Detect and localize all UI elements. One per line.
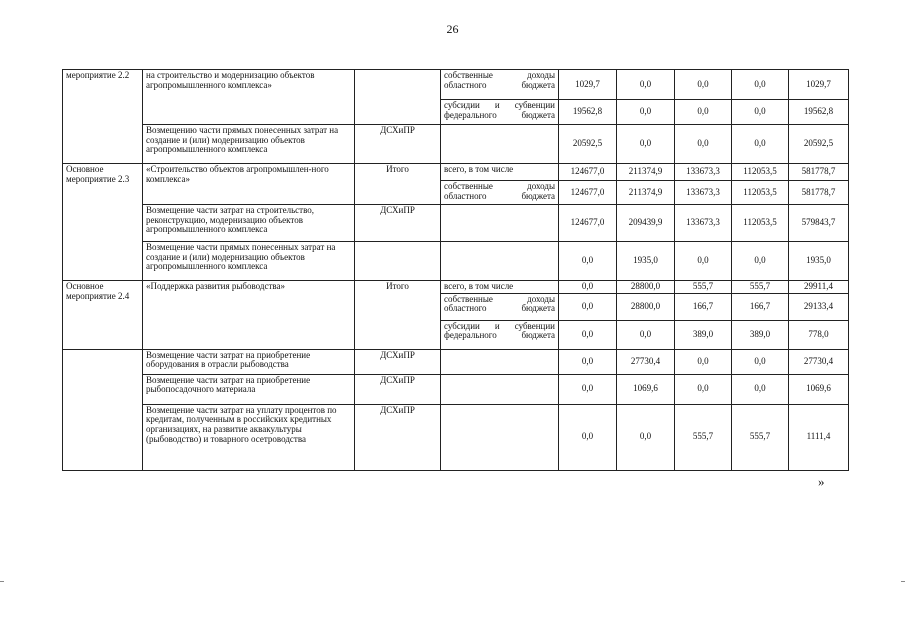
value-cell: 0,0: [559, 281, 617, 294]
value-cell: 0,0: [617, 100, 675, 125]
value-cell: 555,7: [675, 404, 732, 470]
value-cell: 19562,8: [559, 100, 617, 125]
value-cell: 0,0: [732, 242, 789, 281]
measure-title-cell: на строительство и модернизацию объектов агропромышленного комплекса»: [143, 70, 355, 125]
value-cell: 1069,6: [617, 374, 675, 404]
table-row: [63, 125, 849, 164]
funding-source-cell: [441, 404, 559, 470]
value-total-cell: 1029,7: [789, 70, 849, 100]
value-cell: 209439,9: [617, 205, 675, 242]
value-cell: 0,0: [732, 70, 789, 100]
value-cell: 0,0: [617, 404, 675, 470]
table-row: [63, 205, 849, 242]
value-total-cell: 778,0: [789, 320, 849, 349]
executor-cell: Итого: [355, 164, 441, 205]
value-cell: 112053,5: [732, 181, 789, 205]
value-cell: 124677,0: [559, 205, 617, 242]
value-cell: 389,0: [732, 320, 789, 349]
value-cell: 133673,3: [675, 164, 732, 181]
executor-cell: Итого: [355, 281, 441, 350]
funding-source-cell: всего, в том числе: [441, 281, 559, 294]
value-cell: 0,0: [559, 404, 617, 470]
executor-cell: ДСХиПР: [355, 205, 441, 242]
table-row: [63, 70, 849, 100]
measure-name-cell: [63, 349, 143, 470]
value-total-cell: 29133,4: [789, 293, 849, 320]
executor-cell: ДСХиПР: [355, 374, 441, 404]
value-cell: 1029,7: [559, 70, 617, 100]
funding-source-cell: субсидии и субвенции федерального бюджета: [441, 100, 559, 125]
table-row: [63, 242, 849, 281]
closing-quote: »: [818, 474, 825, 489]
value-cell: 124677,0: [559, 181, 617, 205]
activity-title-cell: Возмещение части прямых понесенных затрат на создание и (или) модернизацию объектов агропромышленного комплекса: [143, 242, 355, 281]
value-cell: 0,0: [675, 70, 732, 100]
executor-cell: [355, 70, 441, 125]
value-cell: 0,0: [732, 374, 789, 404]
executor-cell: ДСХиПР: [355, 349, 441, 374]
table-row: [63, 404, 849, 470]
activity-title-cell: Возмещению части прямых понесенных затрат на создание и (или) модернизацию объектов агропромышленного комплекса: [143, 125, 355, 164]
funding-source-cell: всего, в том числе: [441, 164, 559, 181]
value-cell: 166,7: [732, 293, 789, 320]
value-cell: 0,0: [617, 320, 675, 349]
value-cell: 211374,9: [617, 164, 675, 181]
page-number: 26: [446, 22, 459, 36]
measure-name-cell: Основное мероприятие 2.4: [63, 281, 143, 350]
measure-name-cell: мероприятие 2.2: [63, 70, 143, 164]
funding-source-cell: [441, 349, 559, 374]
funding-source-cell: собственные доходы областного бюджета: [441, 70, 559, 100]
value-cell: 0,0: [559, 349, 617, 374]
scan-margin-mark: [0, 581, 4, 582]
value-cell: 1935,0: [617, 242, 675, 281]
executor-cell: [355, 242, 441, 281]
measure-title-cell: «Строительство объектов агропромышлен-ного комплекса»: [143, 164, 355, 205]
funding-source-cell: субсидии и субвенции федерального бюджета: [441, 320, 559, 349]
value-cell: 133673,3: [675, 181, 732, 205]
funding-source-cell: собственные доходы областного бюджета: [441, 181, 559, 205]
value-total-cell: 19562,8: [789, 100, 849, 125]
value-cell: 211374,9: [617, 181, 675, 205]
value-cell: 166,7: [675, 293, 732, 320]
value-total-cell: 1935,0: [789, 242, 849, 281]
value-cell: 0,0: [559, 293, 617, 320]
value-cell: 0,0: [675, 242, 732, 281]
funding-source-cell: собственные доходы областного бюджета: [441, 293, 559, 320]
value-cell: 0,0: [559, 374, 617, 404]
value-cell: 0,0: [675, 374, 732, 404]
table-row: [63, 374, 849, 404]
executor-cell: ДСХиПР: [355, 125, 441, 164]
budget-table: [62, 69, 849, 471]
value-total-cell: 581778,7: [789, 164, 849, 181]
value-cell: 0,0: [732, 100, 789, 125]
value-cell: 0,0: [675, 125, 732, 164]
value-cell: 0,0: [617, 125, 675, 164]
activity-title-cell: Возмещение части затрат на уплату процентов по кредитам, полученным в российских кредитных организациях, на развитие аквакультуры (рыбоводство) и товарного осетроводства: [143, 404, 355, 470]
value-total-cell: 1111,4: [789, 404, 849, 470]
value-cell: 27730,4: [617, 349, 675, 374]
value-cell: 0,0: [732, 349, 789, 374]
measure-name-cell: Основное мероприятие 2.3: [63, 164, 143, 281]
value-cell: 389,0: [675, 320, 732, 349]
value-cell: 0,0: [559, 320, 617, 349]
value-cell: 28800,0: [617, 281, 675, 294]
activity-title-cell: Возмещение части затрат на приобретение оборудования в отрасли рыбоводства: [143, 349, 355, 374]
value-cell: 112053,5: [732, 205, 789, 242]
value-cell: 133673,3: [675, 205, 732, 242]
value-total-cell: 29911,4: [789, 281, 849, 294]
funding-source-cell: [441, 205, 559, 242]
table-row: [63, 164, 849, 181]
table-row: [63, 349, 849, 374]
value-cell: 0,0: [732, 125, 789, 164]
value-total-cell: 27730,4: [789, 349, 849, 374]
value-cell: 20592,5: [559, 125, 617, 164]
value-cell: 124677,0: [559, 164, 617, 181]
value-total-cell: 579843,7: [789, 205, 849, 242]
value-cell: 0,0: [617, 70, 675, 100]
value-total-cell: 581778,7: [789, 181, 849, 205]
table-row: [63, 281, 849, 294]
value-cell: 0,0: [675, 349, 732, 374]
funding-source-cell: [441, 374, 559, 404]
scan-margin-mark: [901, 581, 905, 582]
value-total-cell: 20592,5: [789, 125, 849, 164]
value-total-cell: 1069,6: [789, 374, 849, 404]
value-cell: 112053,5: [732, 164, 789, 181]
value-cell: 28800,0: [617, 293, 675, 320]
activity-title-cell: Возмещение части затрат на приобретение рыбопосадочного материала: [143, 374, 355, 404]
activity-title-cell: Возмещение части затрат на строительство, реконструкцию, модернизацию объектов агропромышленного комплекса: [143, 205, 355, 242]
funding-source-cell: [441, 242, 559, 281]
value-cell: 0,0: [675, 100, 732, 125]
funding-source-cell: [441, 125, 559, 164]
value-cell: 555,7: [732, 404, 789, 470]
value-cell: 555,7: [675, 281, 732, 294]
executor-cell: ДСХиПР: [355, 404, 441, 470]
measure-title-cell: «Поддержка развития рыбоводства»: [143, 281, 355, 350]
value-cell: 555,7: [732, 281, 789, 294]
value-cell: 0,0: [559, 242, 617, 281]
